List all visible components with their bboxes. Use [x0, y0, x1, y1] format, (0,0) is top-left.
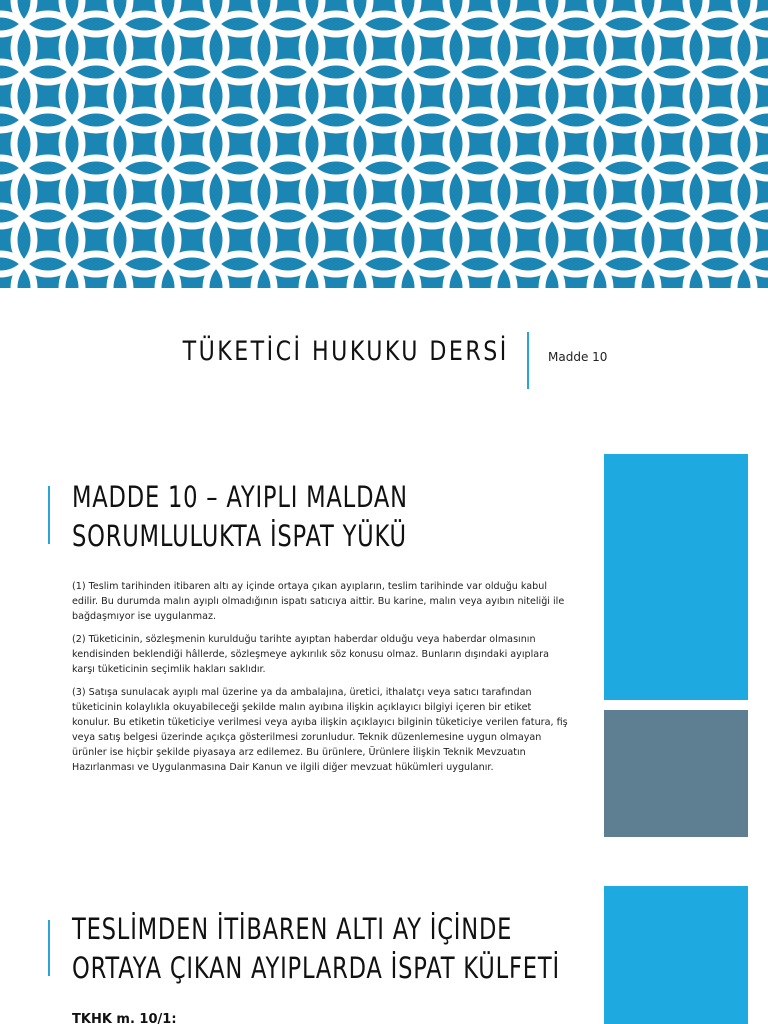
decorative-slate-block [604, 710, 748, 837]
article-heading [72, 478, 408, 556]
article-body [72, 579, 568, 783]
course-title: TÜKETİCİ HUKUKU DERSİ [182, 336, 509, 367]
course-subtitle: Madde 10 [548, 350, 608, 364]
article-paragraph-2: (2) Tüketicinin, sözleşmenin kurulduğu tarihte ayıptan haberdar olduğu veya haberdar olmasının kendisinden beklendiği hâllerde, sözleşmeye aykırılık söz konusu olmaz. Bunların dışındaki ayıplara karşı tüketicinin seçimlik hakları saklıdır. [72, 634, 549, 675]
heading-accent-bar [48, 486, 50, 544]
section-heading [72, 910, 560, 988]
article-heading-line-2: SORUMLULUKTA İSPAT YÜKÜ [72, 519, 407, 553]
heading-accent-bar-2 [48, 920, 50, 976]
section-heading-line-1: TESLİMDEN İTİBAREN ALTI AY İÇİNDE [72, 912, 513, 946]
statute-reference: TKHK m. 10/1: [72, 1012, 177, 1024]
section-heading-line-2: ORTAYA ÇIKAN AYIPLARDA İSPAT KÜLFETİ [72, 951, 560, 985]
article-paragraph-1: (1) Teslim tarihinden itibaren altı ay içinde ortaya çıkan ayıpların, teslim tarihinde var olduğu kabul edilir. Bu durumda malın ayıplı olmadığının ispatı satıcıya aittir. Bu karine, malın veya ayıbın niteliği ile bağdaşmıyor ise uygulanmaz. [72, 581, 565, 622]
decorative-blue-block [604, 454, 748, 700]
ring-pattern-graphic [0, 0, 768, 288]
decorative-blue-block-2 [604, 886, 748, 1024]
decorative-ring-pattern [0, 0, 768, 288]
article-heading-line-1: MADDE 10 – AYIPLI MALDAN [72, 480, 408, 514]
title-divider [527, 332, 529, 389]
article-paragraph-3: (3) Satışa sunulacak ayıplı mal üzerine ya da ambalajına, üretici, ithalatçı veya satıcı tarafından tüketicinin kolaylıkla okuyabileceği şekilde malın ayıbına ilişkin açıklayıcı bilgiyi içeren bir etiket konulur. Bu etiketin tüketiciye verilmesi veya ayıba ilişkin açıklayıcı bilginin tüketiciye verilen fatura, fiş veya satış belgesi üzerinde açıkça gösterilmesi zorunludur. Teknik düzenlemesine uygun olmayan ürünler ise hiçbir şekilde piyasaya arz edilemez. Bu ürünlere, Ürünlere İlişkin Teknik Mevzuatın Hazırlanması ve Uygulanmasına Dair Kanun ve ilgili diğer mevzuat hükümleri uygulanır. [72, 687, 568, 773]
